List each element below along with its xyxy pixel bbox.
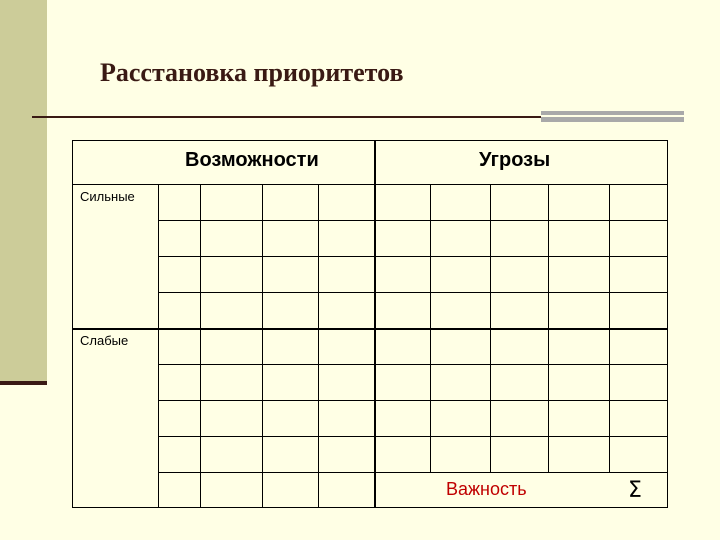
header-separator bbox=[72, 184, 668, 185]
grid-row-line bbox=[158, 400, 668, 401]
sum-symbol: Σ bbox=[628, 478, 642, 503]
grid-row-line bbox=[158, 364, 668, 365]
row-label-weak: Слабые bbox=[80, 333, 129, 348]
column-header-threats: Угрозы bbox=[479, 149, 551, 171]
grid-row-line bbox=[158, 292, 668, 293]
grid-col-line bbox=[430, 184, 431, 472]
column-header-opportunities: Возможности bbox=[185, 149, 319, 171]
table-border-bottom bbox=[72, 507, 668, 508]
section-divider bbox=[374, 140, 376, 508]
priority-table bbox=[72, 140, 668, 508]
grid-row-line bbox=[158, 256, 668, 257]
grid-col-line bbox=[262, 184, 263, 508]
slide-title: Расстановка приоритетов bbox=[100, 58, 404, 87]
title-accent-bar bbox=[541, 111, 684, 122]
grid-col-line bbox=[548, 184, 549, 472]
grid-row-line bbox=[158, 436, 668, 437]
section-separator bbox=[72, 328, 668, 330]
grid-row-line bbox=[158, 220, 668, 221]
grid-col-line bbox=[318, 184, 319, 508]
grid-col-line bbox=[200, 184, 201, 508]
left-decorative-band bbox=[0, 0, 47, 383]
table-border-top bbox=[72, 140, 668, 141]
grid-col-line bbox=[158, 184, 159, 508]
row-label-strong: Сильные bbox=[80, 189, 135, 204]
importance-label: Важность bbox=[446, 479, 527, 499]
grid-row-line bbox=[158, 472, 668, 473]
grid-col-line bbox=[609, 184, 610, 472]
table-border-left bbox=[72, 140, 73, 508]
table-border-right bbox=[667, 140, 668, 508]
grid-col-line bbox=[490, 184, 491, 472]
left-band-underline bbox=[0, 381, 47, 385]
